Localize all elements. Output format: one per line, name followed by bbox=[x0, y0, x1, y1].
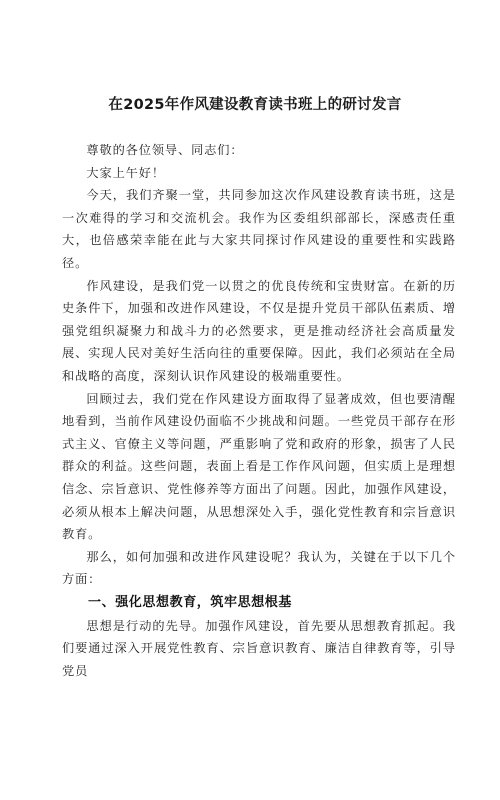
document-body bbox=[62, 139, 456, 683]
document-title: 在2025年作风建设教育读书班上的研讨发言 bbox=[108, 97, 402, 113]
section-heading-1: 一、强化思想教育，筑牢思想根基 bbox=[88, 594, 293, 610]
document-page bbox=[0, 93, 500, 800]
paragraph-opening: 今天，我们齐聚一堂，共同参加这次作风建设教育读书班，这是一次难得的学习和交流机会。我作为区委组织部部长，深感责任重大，也倍感荣幸能在此与大家共同探讨作风建设的重要性和实践路径。 bbox=[62, 188, 456, 270]
paragraph-question: 那么，如何加强和改进作风建设呢？我认为，关键在于以下几个方面： bbox=[62, 549, 456, 587]
salutation: 尊敬的各位领导、同志们： bbox=[86, 143, 244, 157]
paragraph-review: 回顾过去，我们党在作风建设方面取得了显著成效，但也要清醒地看到，当前作风建设仍面临不少挑战和问题。一些党员干部存在形式主义、官僚主义等问题，严重影响了党和政府的形象，损害了人民群众的利益。这些问题，表面上看是工作作风问题，但实质上是理想信念、宗旨意识、党性修养等方面出了问题。因此，加强作风建设，必须从根本上解决问题，从思想深处入手，强化党性教育和宗旨意识教育。 bbox=[62, 391, 456, 542]
greeting: 大家上午好！ bbox=[86, 165, 165, 180]
paragraph-section-1: 思想是行动的先导。加强作风建设，首先要从思想教育抓起。我们要通过深入开展党性教育、宗旨意识教育、廉洁自律教育等，引导党员 bbox=[62, 618, 456, 679]
paragraph-importance: 作风建设，是我们党一以贯之的优良传统和宝贵财富。在新的历史条件下，加强和改进作风建设，不仅是提升党员干部队伍素质、增强党组织凝聚力和战斗力的必然要求，更是推动经济社会高质量发展、实现人民对美好生活向往的重要保障。因此，我们必须站在全局和战略的高度，深刻认识作风建设的极端重要性。 bbox=[62, 278, 456, 383]
